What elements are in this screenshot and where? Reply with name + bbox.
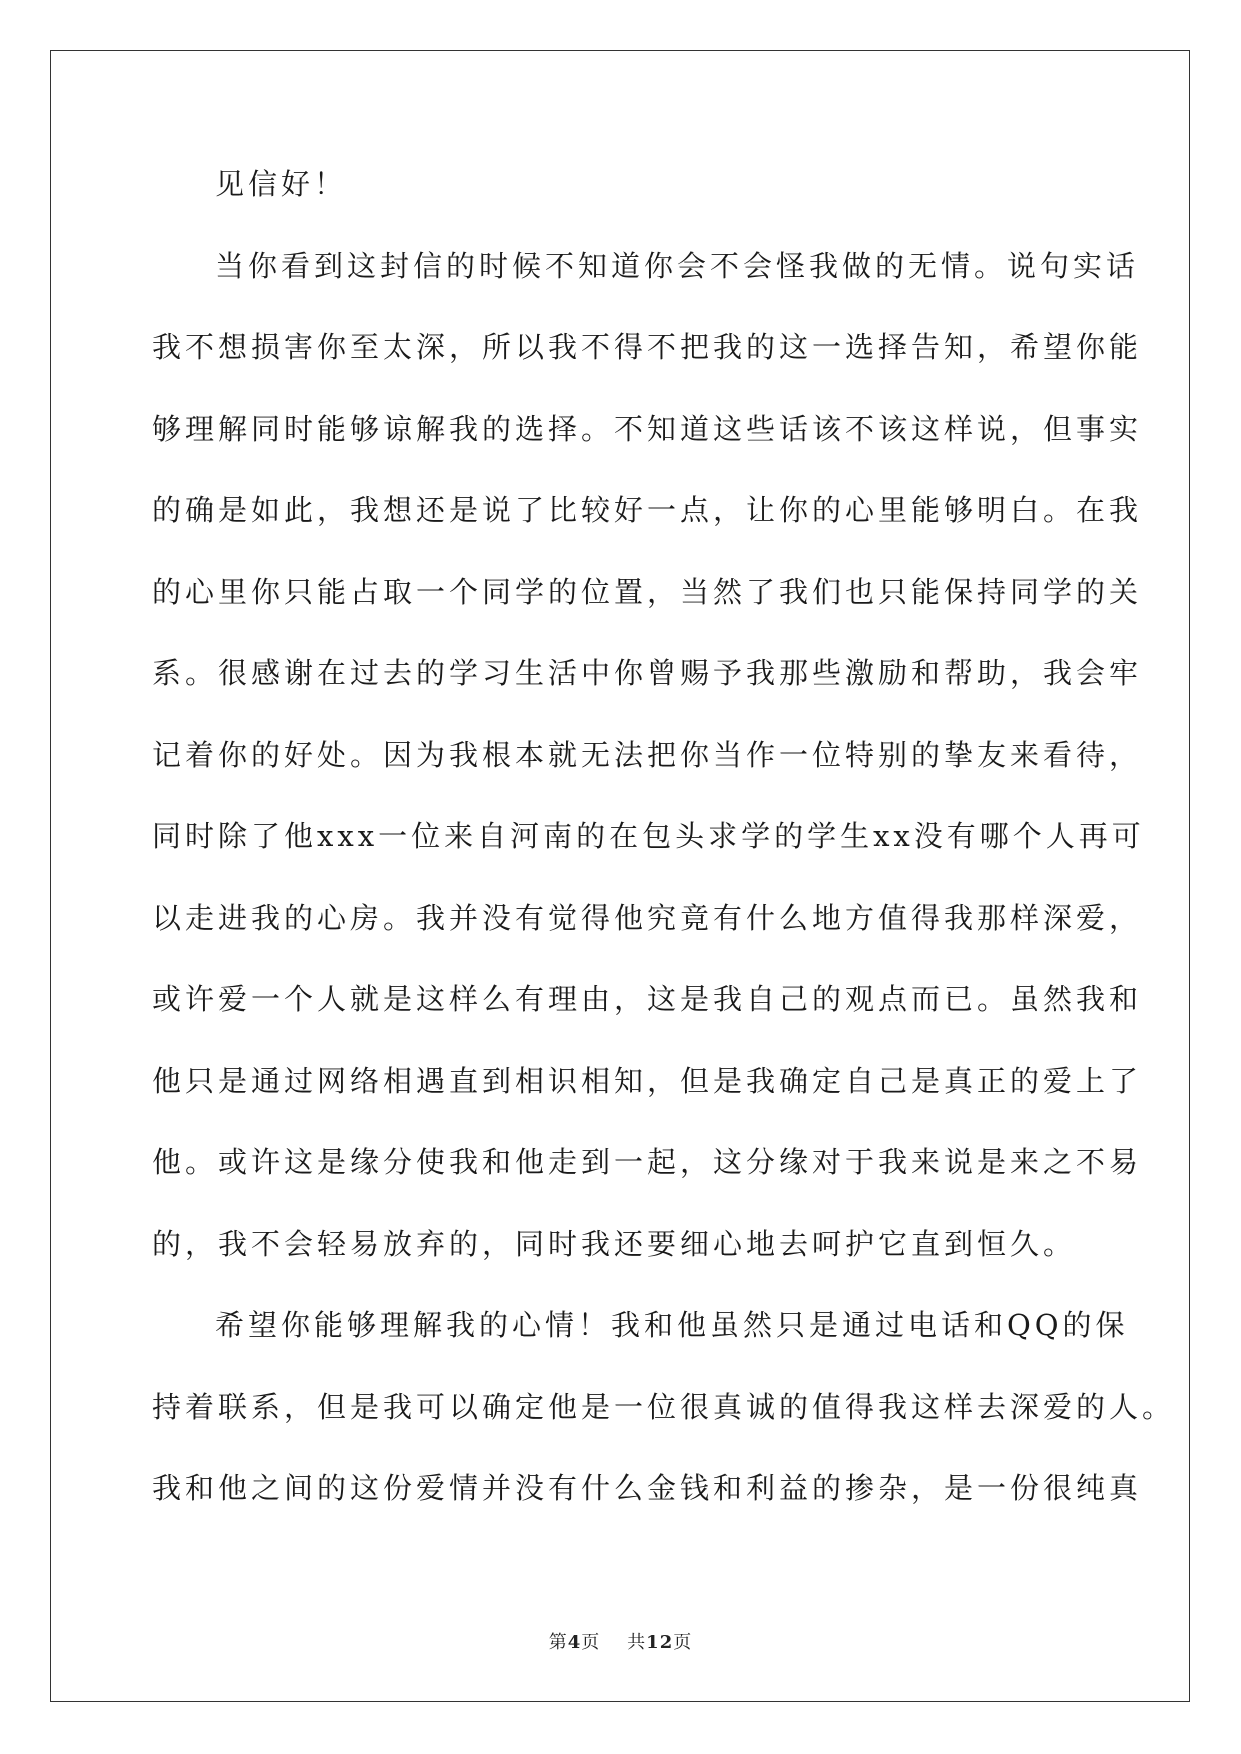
paragraph-line: 希望你能够理解我的心情！我和他虽然只是通过电话和QQ的保 <box>215 1308 1129 1342</box>
paragraph-line: 记着你的好处。因为我根本就无法把你当作一位特别的挚友来看待， <box>152 737 1143 772</box>
paragraph-line: 以走进我的心房。我并没有觉得他究竟有什么地方值得我那样深爱， <box>152 900 1143 935</box>
paragraph-line: 我不想损害你至太深，所以我不得不把我的这一选择告知，希望你能 <box>152 330 1143 364</box>
paragraph-line: 他只是通过网络相遇直到相识相知，但是我确定自己是真正的爱上了 <box>152 1063 1143 1098</box>
paragraph-line: 的心里你只能占取一个同学的位置，当然了我们也只能保持同学的关 <box>152 574 1143 609</box>
paragraph-line: 当你看到这封信的时候不知道你会不会怪我做的无情。说句实话 <box>215 248 1140 283</box>
total-prefix: 共 <box>627 1632 647 1653</box>
page-number-footer <box>0 1628 1241 1654</box>
total-suffix: 页 <box>673 1632 693 1653</box>
total-page-count: 12 <box>646 1632 674 1653</box>
paragraph-line: 同时除了他xxx一位来自河南的在包头求学的学生xx没有哪个人再可 <box>152 819 1145 853</box>
page-prefix: 第 <box>548 1632 568 1653</box>
letter-body <box>152 164 1176 1550</box>
paragraph-line: 他。或许这是缘分使我和他走到一起，这分缘对于我来说是来之不易 <box>152 1145 1143 1179</box>
paragraph-line: 够理解同时能够谅解我的选择。不知道这些话该不该这样说，但事实 <box>152 411 1143 446</box>
paragraph-line: 的，我不会轻易放弃的，同时我还要细心地去呵护它直到恒久。 <box>152 1226 1077 1261</box>
current-page-number: 4 <box>567 1632 582 1653</box>
paragraph-line: 或许爱一个人就是这样么有理由，这是我自己的观点而已。虽然我和 <box>152 982 1143 1016</box>
paragraph-line: 的确是如此，我想还是说了比较好一点，让你的心里能够明白。在我 <box>152 493 1143 527</box>
page-suffix: 页 <box>581 1632 601 1653</box>
paragraph-line: 见信好！ <box>215 167 348 201</box>
paragraph-line: 系。很感谢在过去的学习生活中你曾赐予我那些激励和帮助，我会牢 <box>152 656 1143 690</box>
paragraph-line: 持着联系，但是我可以确定他是一位很真诚的值得我这样去深爱的人。 <box>152 1389 1176 1424</box>
paragraph-line: 我和他之间的这份爱情并没有什么金钱和利益的掺杂，是一份很纯真 <box>152 1471 1143 1505</box>
